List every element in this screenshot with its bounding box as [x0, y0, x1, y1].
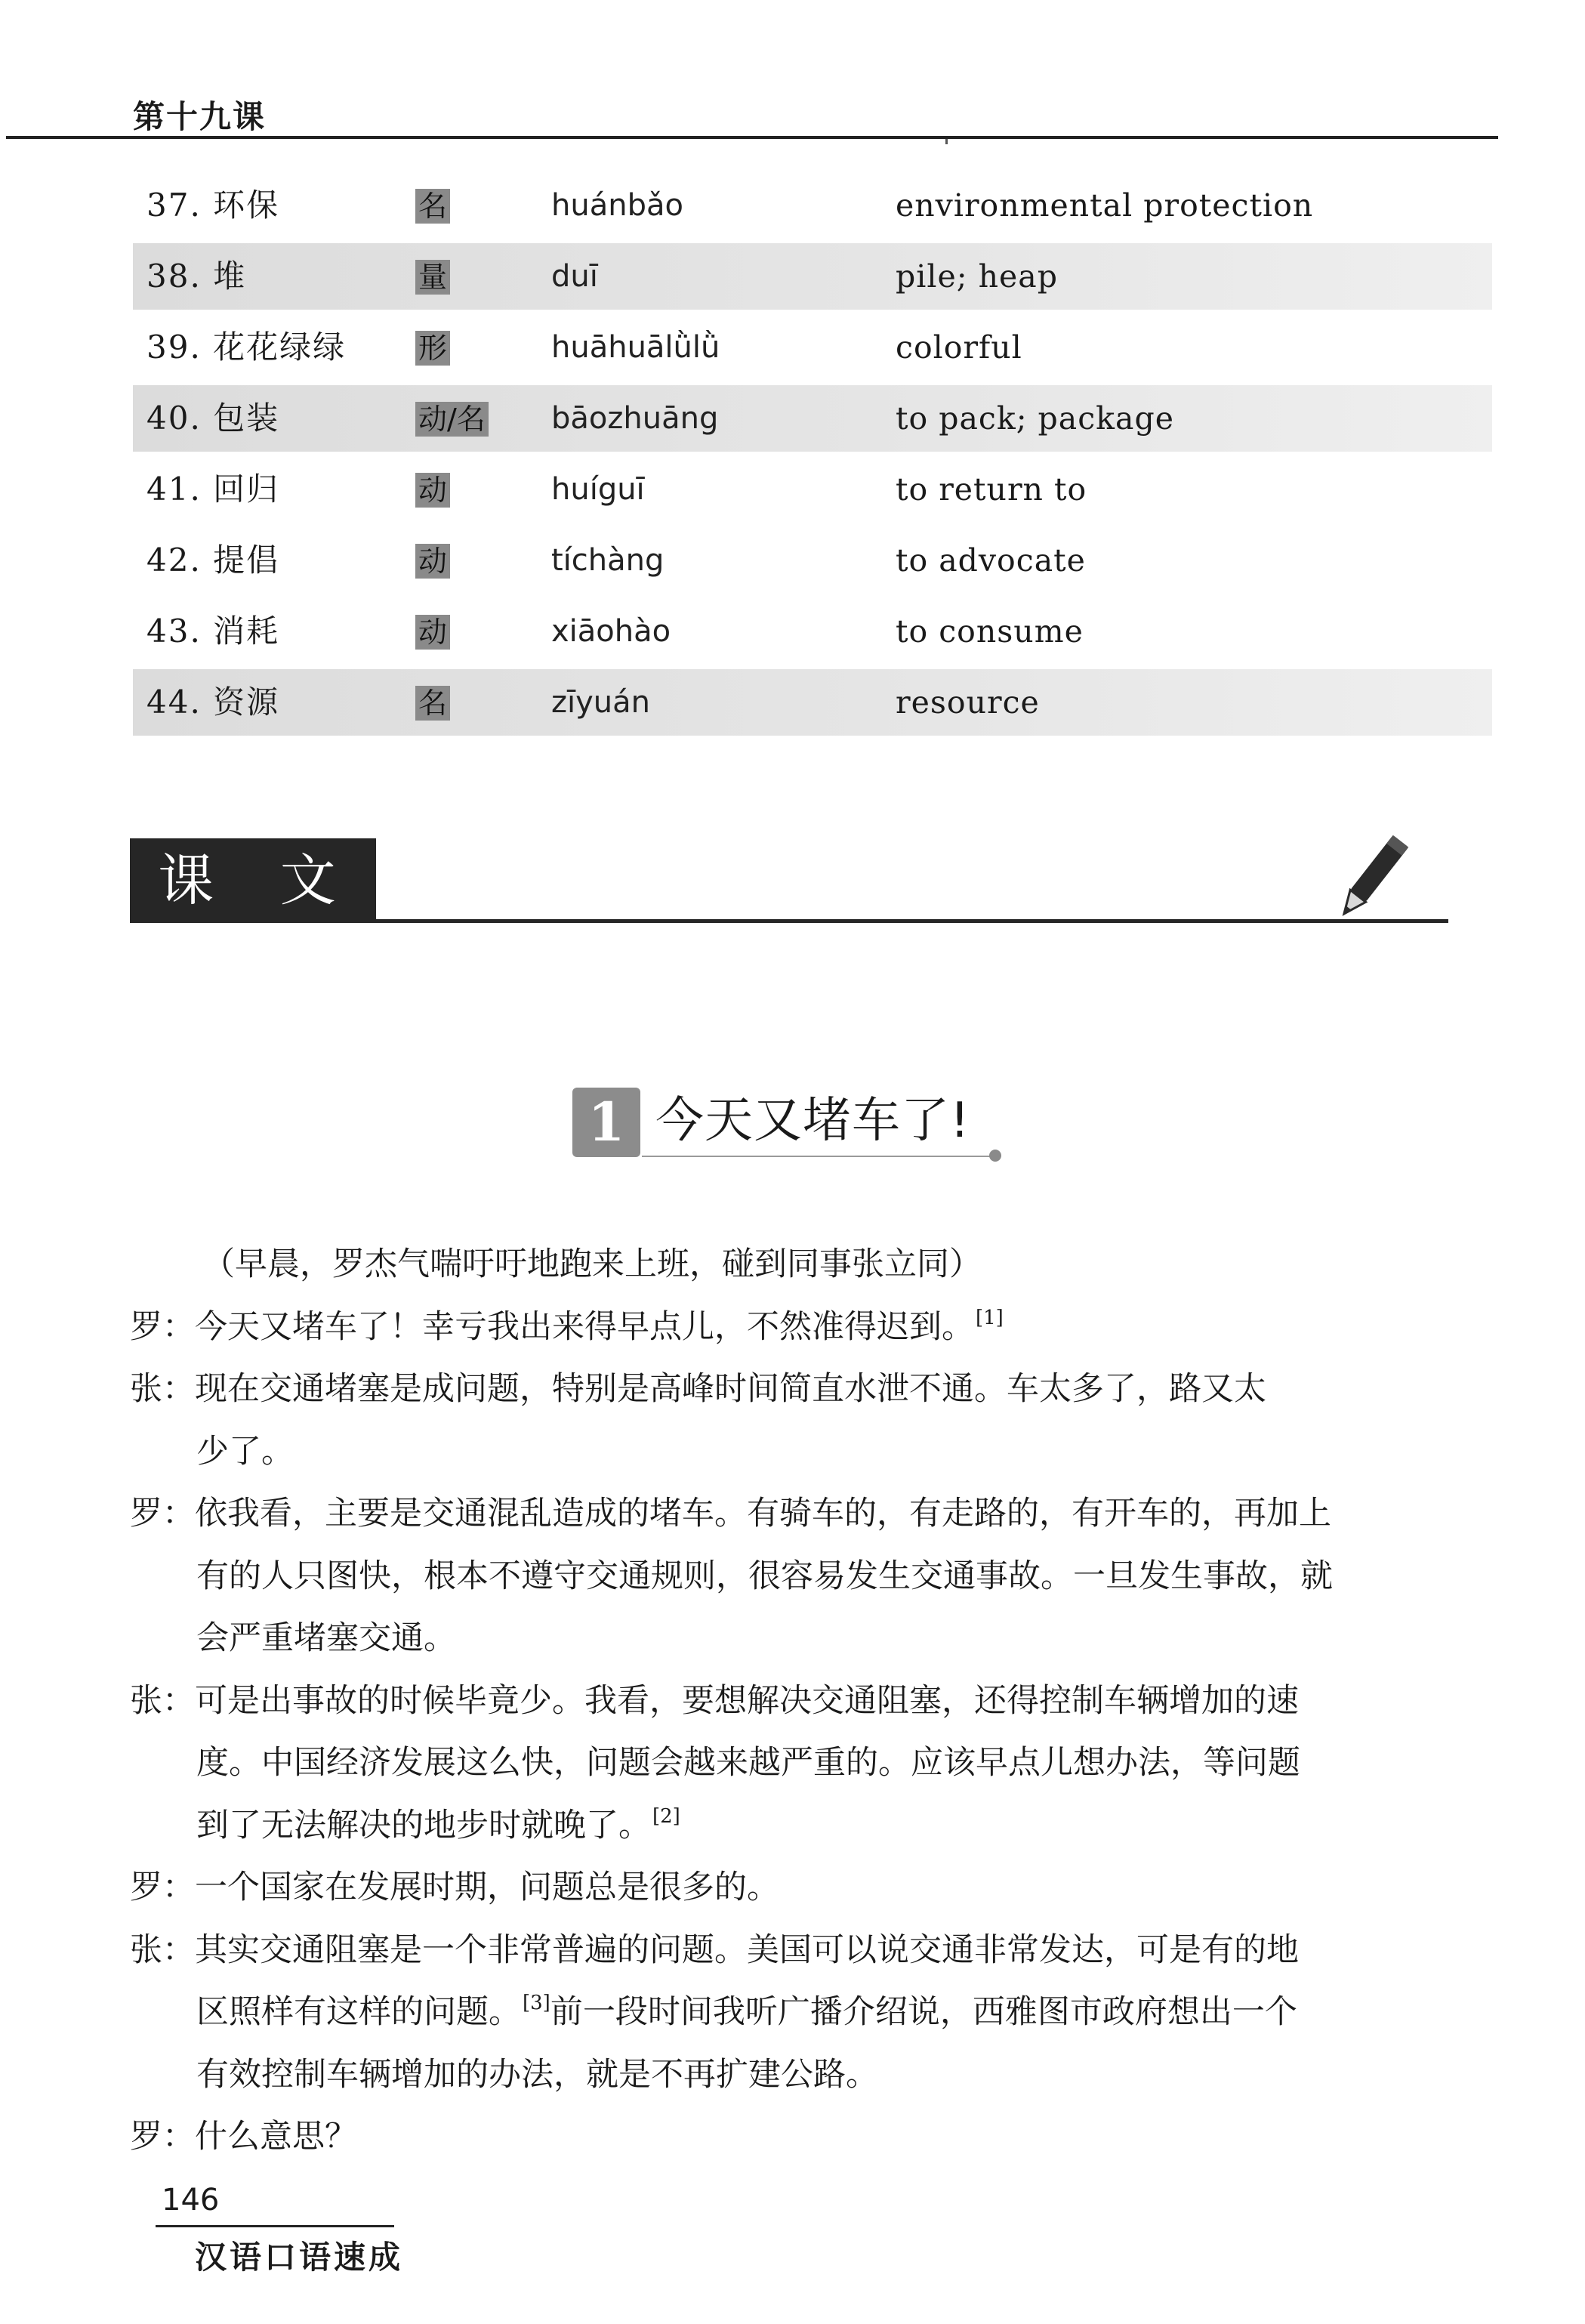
text-line-content: 少了。: [196, 1433, 294, 1471]
text-line-content: 罗：依我看，主要是交通混乱造成的堵车。有骑车的，有走路的，有开车的，再加上: [130, 1495, 1331, 1532]
footnote-marker: [1]: [976, 1307, 1004, 1329]
vocab-row: [133, 243, 1492, 310]
vocab-word: [146, 527, 279, 594]
text-line-content: 罗：一个国家在发展时期，问题总是很多的。: [130, 1869, 779, 1906]
vocab-part-of-speech: 形: [415, 331, 450, 366]
text-line-content: 张：现在交通堵塞是成问题，特别是高峰时间简直水泄不通。车太多了，路又太: [130, 1370, 1266, 1408]
text-line: [196, 2049, 878, 2095]
scan-mark: [945, 139, 948, 144]
text-line: [130, 1924, 1299, 1971]
page-number: 146: [162, 2183, 220, 2218]
section-heading: 课 文: [158, 848, 360, 913]
vocab-row: [133, 314, 1492, 381]
text-line-content: 到了无法解决的地步时就晚了。: [196, 1807, 651, 1844]
vocab-row: [133, 172, 1492, 239]
text-line: [130, 1675, 1299, 1721]
vocab-number: 43.: [146, 613, 202, 650]
text-line: [130, 1363, 1266, 1409]
vocab-hanzi: 回归: [213, 471, 280, 508]
text-line-continuation: 前一段时间我听广播介绍说，西雅图市政府想出一个: [550, 1993, 1297, 2031]
text-line-content: 罗：什么意思？: [130, 2118, 357, 2156]
vocab-pinyin: bāozhuāng: [551, 401, 719, 436]
text-line: [196, 1613, 456, 1659]
vocab-part-of-speech: 动: [415, 473, 450, 508]
pencil-icon: [1329, 831, 1412, 929]
vocab-row: [133, 669, 1492, 736]
vocab-number: 38.: [146, 258, 202, 295]
vocab-pinyin: xiāohào: [551, 614, 671, 649]
vocab-pinyin: huíguī: [551, 472, 645, 507]
vocab-hanzi: 环保: [213, 187, 280, 224]
lesson-title: 今天又堵车了!: [655, 1093, 970, 1149]
vocab-word: [146, 385, 279, 452]
text-line-content: 张：可是出事故的时候毕竟少。我看，要想解决交通阻塞，还得控制车辆增加的速: [130, 1682, 1299, 1720]
text-line-content: 张：其实交通阻塞是一个非常普遍的问题。美国可以说交通非常发达，可是有的地: [130, 1931, 1299, 1969]
text-line: [130, 1488, 1331, 1534]
footer-divider: [156, 2225, 394, 2227]
text-line-content: 有的人只图快，根本不遵守交通规则，很容易发生交通事故。一旦发生事故，就: [196, 1557, 1333, 1595]
text-line: [130, 1862, 779, 1908]
vocab-pinyin: duī: [551, 259, 598, 294]
header-divider: [6, 136, 1498, 139]
vocab-row: [133, 598, 1492, 665]
vocab-pinyin: tíchàng: [551, 543, 665, 578]
vocab-row: [133, 385, 1492, 452]
vocab-word: [146, 669, 279, 736]
section-divider: [376, 919, 1448, 923]
text-line-content: 会严重堵塞交通。: [196, 1619, 456, 1657]
text-line: [196, 1551, 1333, 1597]
vocab-definition: resource: [896, 684, 1040, 721]
vocab-part-of-speech: 名: [415, 686, 450, 721]
vocab-part-of-speech: 动/名: [415, 402, 489, 437]
vocab-number: 42.: [146, 542, 202, 579]
text-line: [130, 1301, 1004, 1347]
vocab-pinyin: huāhuālǜlǜ: [551, 330, 720, 365]
text-line-content: 度。中国经济发展这么快，问题会越来越严重的。应该早点儿想办法，等问题: [196, 1744, 1300, 1782]
vocab-word: [146, 598, 279, 665]
vocab-hanzi: 花花绿绿: [213, 329, 347, 366]
vocab-part-of-speech: 动: [415, 615, 450, 650]
vocab-row: [133, 456, 1492, 523]
text-line-content: （早晨，罗杰气喘吁吁地跑来上班，碰到同事张立同）: [202, 1245, 982, 1283]
vocab-number: 44.: [146, 684, 202, 721]
vocab-definition: to advocate: [896, 542, 1086, 579]
vocab-pinyin: zīyuán: [551, 685, 650, 720]
vocab-hanzi: 资源: [213, 684, 280, 721]
vocab-hanzi: 包装: [213, 400, 280, 437]
text-line: [196, 1800, 680, 1846]
vocab-word: [146, 172, 279, 239]
text-line-content: 区照样有这样的问题。: [196, 1993, 521, 2031]
vocab-number: 39.: [146, 329, 202, 366]
text-line: [196, 1426, 294, 1472]
book-title: 汉语口语速成: [195, 2239, 404, 2276]
text-line: [130, 2111, 357, 2157]
vocab-part-of-speech: 动: [415, 544, 450, 579]
vocab-word: [146, 243, 246, 310]
lesson-title-underline: [642, 1156, 994, 1157]
vocab-definition: to consume: [896, 613, 1084, 650]
vocab-part-of-speech: 量: [415, 260, 450, 295]
text-line: [196, 1737, 1300, 1783]
vocab-definition: environmental protection: [896, 187, 1314, 224]
vocab-word: [146, 456, 279, 523]
text-line-content: 有效控制车辆增加的办法，就是不再扩建公路。: [196, 2056, 878, 2094]
lesson-title-dot: [989, 1150, 1001, 1162]
vocab-part-of-speech: 名: [415, 189, 450, 224]
vocab-number: 40.: [146, 400, 202, 437]
lesson-number-badge: 1: [572, 1088, 640, 1157]
text-line: [202, 1239, 982, 1285]
vocab-definition: to return to: [896, 471, 1087, 508]
vocab-hanzi: 提倡: [213, 542, 280, 579]
vocab-word: [146, 314, 346, 381]
footnote-marker: [2]: [652, 1805, 680, 1828]
vocab-row: [133, 527, 1492, 594]
chapter-title: 第十九课: [133, 98, 267, 135]
text-line-content: 罗：今天又堵车了！幸亏我出来得早点儿，不然准得迟到。: [130, 1308, 974, 1346]
vocab-hanzi: 消耗: [213, 613, 280, 650]
vocab-definition: to pack; package: [896, 400, 1174, 437]
text-line: [196, 1986, 1297, 2032]
vocab-definition: pile; heap: [896, 258, 1058, 295]
vocab-number: 41.: [146, 471, 202, 508]
vocab-pinyin: huánbǎo: [551, 188, 683, 223]
vocab-definition: colorful: [896, 329, 1022, 366]
vocab-number: 37.: [146, 187, 202, 224]
vocab-hanzi: 堆: [213, 258, 247, 295]
footnote-marker: [3]: [523, 1992, 550, 2014]
